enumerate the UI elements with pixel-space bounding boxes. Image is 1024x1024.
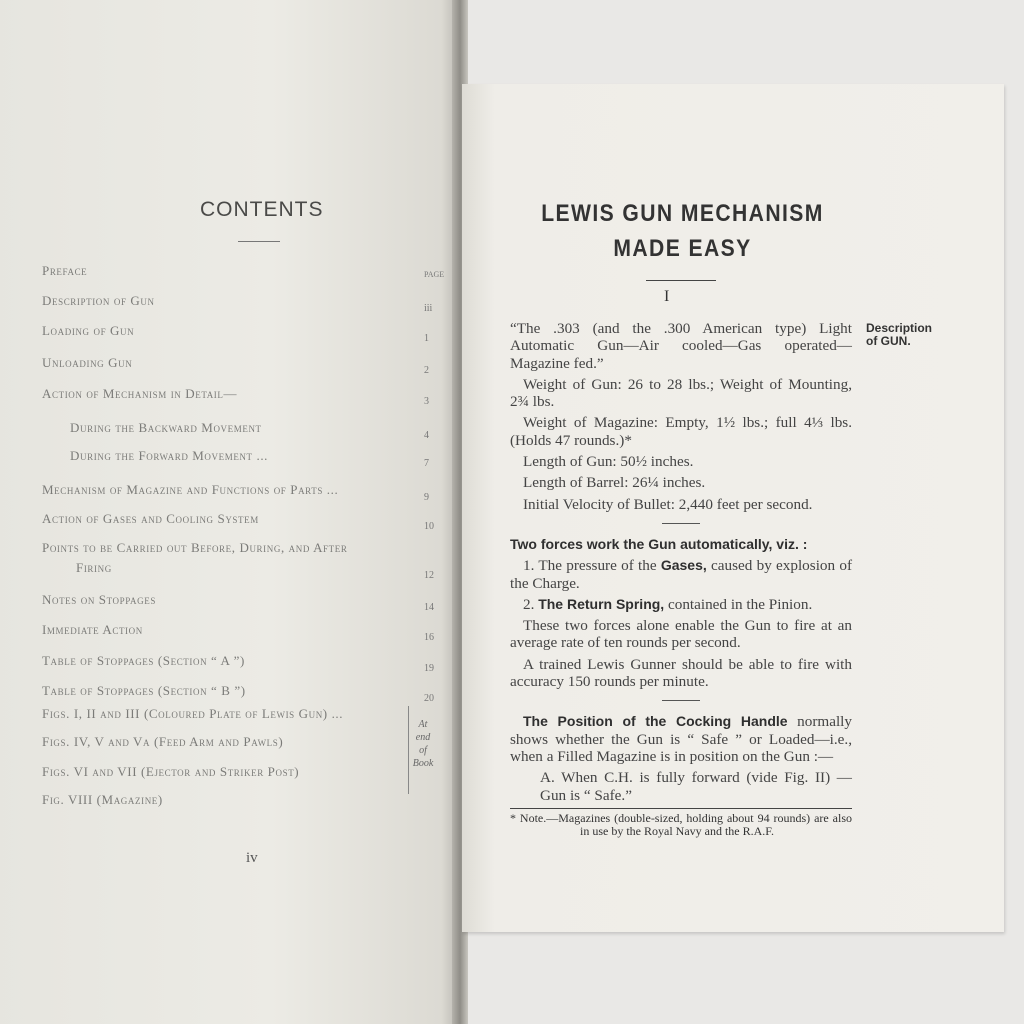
- subheading: Two forces work the Gun automatically, viz. :: [510, 535, 808, 552]
- page-number: iv: [246, 850, 258, 866]
- toc-entry-title: Immediate Action: [42, 622, 143, 637]
- text: contained in the Pinion.: [664, 595, 813, 613]
- toc-entry-title: Table of Stoppages (Section “ B ”): [42, 683, 246, 698]
- toc-entry: [70, 448, 440, 464]
- contents-heading: CONTENTS: [200, 198, 324, 221]
- toc-entry-page: 7: [424, 458, 429, 469]
- toc-entry-title: During the Forward Movement ...: [70, 448, 269, 463]
- margin-note: Description of GUN.: [866, 321, 933, 348]
- toc-entry: [42, 653, 412, 669]
- toc-entry-title: Fig. VIII (Magazine): [42, 792, 163, 807]
- paragraph: Initial Velocity of Bullet: 2,440 feet per second.: [523, 495, 813, 513]
- footnote: [510, 808, 852, 838]
- toc-entry-title: Table of Stoppages (Section “ A ”): [42, 653, 245, 668]
- section-number: I: [664, 288, 670, 305]
- toc-entry-page: 9: [424, 492, 429, 503]
- body-text: [510, 320, 852, 838]
- toc-entry-title: Unloading Gun: [42, 355, 133, 370]
- toc-entry: [70, 420, 440, 436]
- toc-entry: [42, 511, 412, 527]
- toc-entry: [76, 560, 446, 576]
- brace-note: At end of Book: [412, 719, 434, 769]
- toc-entry: [42, 592, 412, 608]
- text: caused by explosion of the Charge.: [510, 557, 853, 592]
- toc-entry: [42, 482, 412, 498]
- toc-entry-title: Description of Gun: [42, 293, 155, 308]
- toc-entry-page: 10: [424, 521, 434, 532]
- brace: [402, 706, 409, 794]
- text: 1. The pressure of the: [523, 557, 661, 575]
- toc-entry-title: Firing: [76, 560, 112, 575]
- toc-entry: [42, 683, 412, 699]
- paragraph: Length of Gun: 50½ inches.: [523, 453, 694, 471]
- toc-entry: [42, 355, 412, 371]
- toc-entry: [42, 540, 412, 556]
- toc-entry: [42, 323, 412, 339]
- footnote-text: * Note.—Magazines (double-sized, holding about 94 rounds) are also in use by the Royal Navy and the R.A.F.: [510, 810, 852, 838]
- paragraph: “The .303 (and the .300 American type) Light Automatic Gun—Air cooled—Gas operated—Magazine fed.”: [510, 320, 852, 372]
- toc-entry-page: 19: [424, 663, 434, 674]
- toc-entry-page: 12: [424, 570, 434, 581]
- paragraph: These two forces alone enable the Gun to fire at an average rate of ten rounds per second.: [510, 617, 852, 652]
- toc-entry-page: 2: [424, 365, 429, 376]
- toc-entry-title: Figs. I, II and III (Coloured Plate of Lewis Gun) ...: [42, 706, 344, 721]
- title-line-1: LEWIS GUN MECHANISM: [541, 200, 824, 227]
- toc-entry-title: Preface: [42, 263, 88, 278]
- toc-entry-page: 14: [424, 602, 434, 613]
- title-line-2: MADE EASY: [613, 235, 752, 262]
- paragraph: A trained Lewis Gunner should be able to fire with accuracy 150 rounds per minute.: [510, 655, 852, 691]
- paragraph: Weight of Gun: 26 to 28 lbs.; Weight of Mounting, 2¾ lbs.: [510, 375, 852, 411]
- toc-entry: [42, 293, 412, 309]
- toc-entry-page: iii: [424, 303, 433, 314]
- toc-entry: [42, 792, 412, 808]
- toc-entry-title: Notes on Stoppages: [42, 592, 156, 607]
- paragraph: [510, 713, 852, 765]
- toc-entry-title: Figs. IV, V and Va (Feed Arm and Pawls): [42, 734, 284, 749]
- toc-entry-title: Action of Gases and Cooling System: [42, 511, 259, 526]
- toc-entry: [42, 706, 412, 722]
- toc-entry-title: Loading of Gun: [42, 323, 135, 338]
- list-item: A. When C.H. is fully forward (vide Fig. II) —Gun is “ Safe.”: [540, 769, 852, 804]
- toc-entry: [42, 734, 412, 750]
- separator: [662, 523, 700, 524]
- toc-entry-title: During the Backward Movement: [70, 420, 262, 435]
- toc-entry: [42, 263, 412, 279]
- separator: [662, 700, 700, 701]
- toc-entry-page: 4: [424, 430, 429, 441]
- toc-entry-title: Figs. VI and VII (Ejector and Striker Post): [42, 764, 300, 779]
- paragraph: Weight of Magazine: Empty, 1½ lbs.; full 4⅓ lbs. (Holds 47 rounds.)*: [510, 414, 852, 449]
- bold-text: The Return Spring,: [538, 595, 665, 612]
- toc-entry: [42, 764, 412, 780]
- title-rule: [646, 280, 716, 281]
- toc-entry-page: 1: [424, 333, 429, 344]
- toc-entry-title: Mechanism of Magazine and Functions of Parts ...: [42, 482, 339, 497]
- toc-entry: [42, 386, 412, 402]
- page-column-label: PAGE: [424, 270, 445, 279]
- heading-rule: [238, 241, 280, 242]
- text: 2.: [523, 595, 539, 613]
- toc-entry-title: Points to be Carried out Before, During, and After: [42, 540, 348, 555]
- text: normally shows whether the Gun is “ Safe ” or Loaded—i.e., when a Filled Magazine is in position on the Gun :—: [510, 713, 852, 765]
- toc-entry-page: 3: [424, 396, 429, 407]
- toc-entry-page: 16: [424, 632, 434, 643]
- paragraph: [510, 557, 852, 592]
- paragraph: [510, 596, 852, 613]
- toc-entry: [42, 622, 412, 638]
- paragraph: Length of Barrel: 26¼ inches.: [523, 474, 706, 492]
- toc-entry-title: Action of Mechanism in Detail—: [42, 386, 238, 401]
- bold-text: The Position of the Cocking Handle: [523, 713, 788, 730]
- toc-entry-page: 20: [424, 693, 434, 704]
- bold-text: Gases,: [660, 557, 707, 574]
